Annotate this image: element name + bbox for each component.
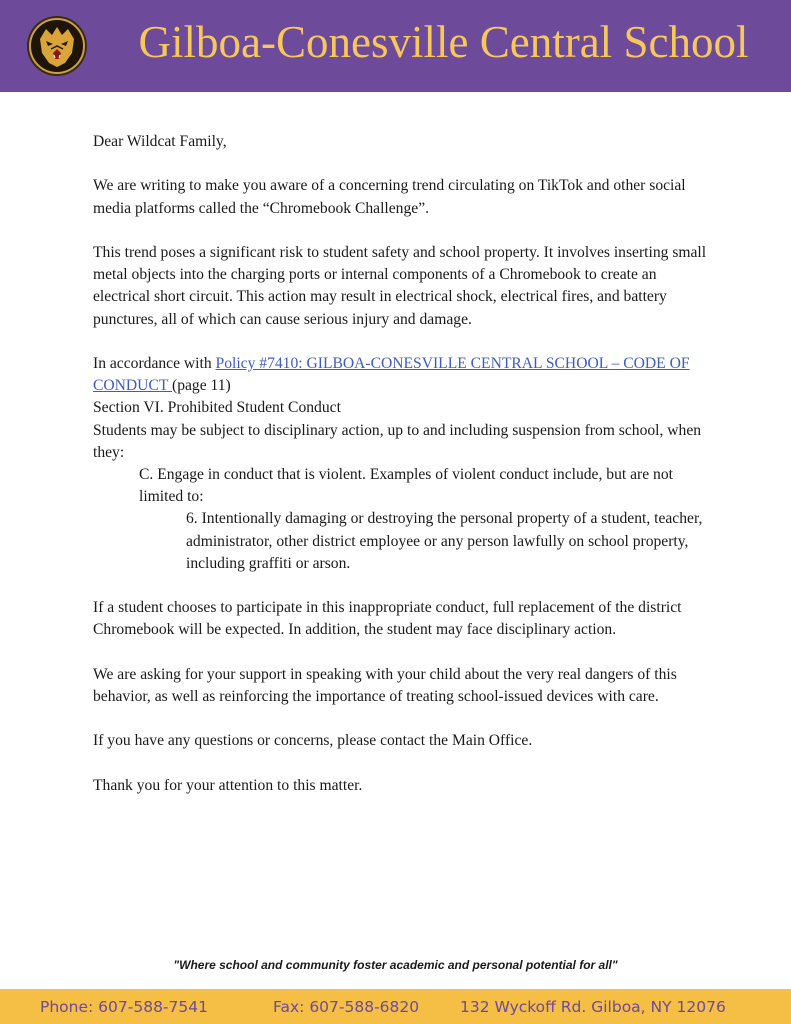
school-motto: "Where school and community foster academic and personal potential for all"	[173, 958, 618, 972]
footer-address: 132 Wyckoff Rd. Gilboa, NY 12076	[460, 998, 726, 1016]
footer-fax: Fax: 607-588-6820	[273, 998, 420, 1016]
footer-phone: Phone: 607-588-7541	[40, 998, 208, 1016]
paragraph-trend-notice: We are writing to make you aware of a concerning trend circulating on TikTok and other social media platforms called the “Chromebook Challenge”.	[93, 177, 686, 217]
closing: Thank you for your attention to this matter.	[93, 776, 363, 794]
letterhead-banner	[0, 0, 791, 92]
letter-body	[93, 131, 713, 819]
policy-item-6: 6. Intentionally damaging or destroying the personal property of a student, teacher, administrator, other district employee or any person lawfully on school property, including graffiti or arson.	[186, 510, 703, 572]
paragraph-consequences: If a student chooses to participate in this inappropriate conduct, full replacement of the district Chromebook will be expected. In addition, the student may face disciplinary action.	[93, 599, 682, 639]
paragraph-risk-description: This trend poses a significant risk to student safety and school property. It involves inserting small metal objects into the charging ports or internal components of a Chromebook to create an electrical short circuit. This action may result in electrical shock, electrical fires, and battery punctures, all of which can cause serious injury and damage.	[93, 243, 707, 328]
policy-page-text: (page 11)	[172, 377, 231, 395]
wildcat-logo-icon	[26, 15, 88, 77]
policy-7410-link[interactable]: Policy #7410: GILBOA-CONESVILLE CENTRAL SCHOOL – CODE OF CONDUCT	[93, 354, 690, 395]
paragraph-support-request: We are asking for your support in speaking with your child about the very real dangers of this behavior, as well as reinforcing the importance of treating school-issued devices with care.	[93, 665, 677, 705]
policy-intro-text: In accordance with	[93, 354, 216, 372]
policy-reference	[93, 353, 713, 397]
section-title: Section VI. Prohibited Student Conduct	[93, 399, 341, 417]
policy-item-c: C. Engage in conduct that is violent. Examples of violent conduct include, but are not limited to:	[139, 466, 673, 506]
greeting: Dear Wildcat Family,	[93, 133, 227, 150]
school-name-title: Gilboa-Conesville Central School	[138, 17, 749, 67]
section-text: Students may be subject to disciplinary action, up to and including suspension from school, when they:	[93, 421, 702, 461]
paragraph-contact: If you have any questions or concerns, please contact the Main Office.	[93, 732, 533, 750]
contact-footer	[0, 989, 791, 1024]
